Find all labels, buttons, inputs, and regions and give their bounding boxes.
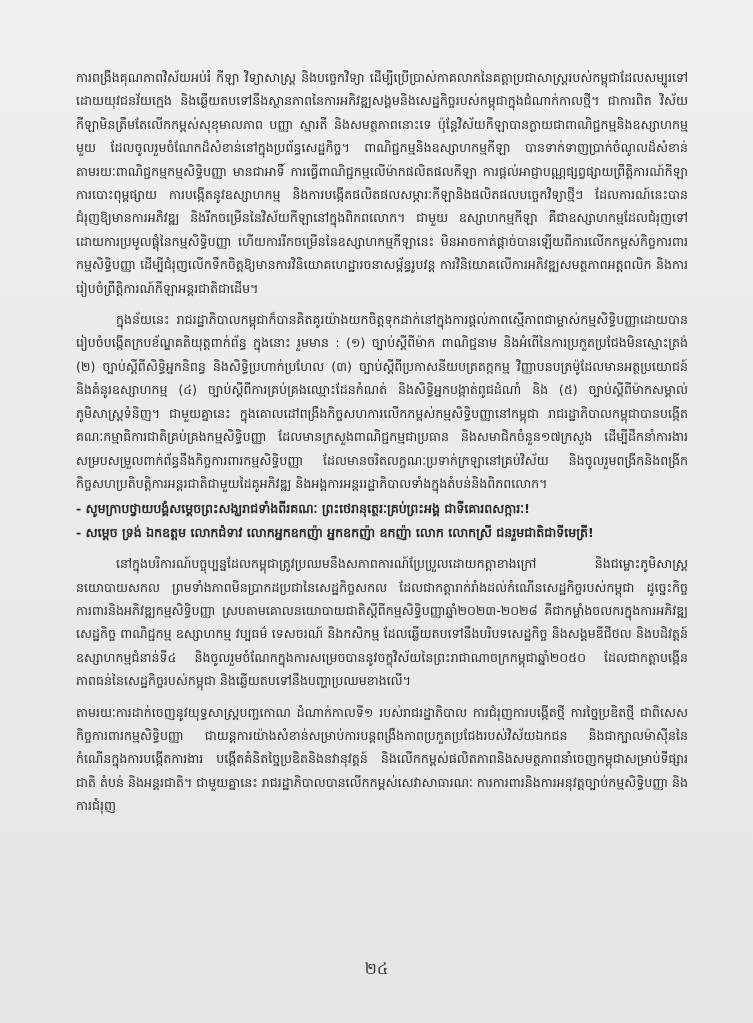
paragraph-4: តាមរយៈការដាក់ចេញនូវយុទ្ធសាស្ត្របញ្ចកោណ ដំណាក់កាលទី១ របស់រាជរដ្ឋាភិបាល ការជំរុញការបង្កើតថ្មី ការច្នៃប្រឌិតថ្មី ជាពិសេសកិច្ចការពារកម្មសិទ្ធិបញ្ញា ជាយន្តការយ៉ាងសំខាន់សម្រាប់ការបន្តពង្រឹងភាពប្រកួតប្រជែងរបស់វិស័យឯកជន និងជាក្បាលម៉ាស៊ីននៃកំណើនក្នុងការបង្កើតការងារ បង្កើតគំនិតច្នៃប្រឌិតនិងនវានុវត្តន៍ និងលើកកម្ពស់ផលិតភាពនិងសមត្ថភាពនាំចេញកម្ពុជាសម្រាប់ទីផ្សារជាតិ តំបន់ និងអន្តរជាតិ។ ជាមួយគ្នានេះ រាជរដ្ឋាភិបាលបានលើកកម្ពស់សេវាសាធារណៈ ការការពារនិងការអនុវត្តច្បាប់កម្មសិទ្ធិបញ្ញា និងការជំរុញ xyxy=(76,704,688,814)
paragraph-1: ការពង្រឹងគុណភាពវិស័យអប់រំ កីឡា វិទ្យាសាស្ត្រ និងបច្ចេកវិទ្យា ដើម្បីប្រើប្រាស់កាគលាភនៃគត្តាប្រជាសាស្ត្ររបស់កម្ពុជាដែលសម្បូរទៅដោយយុវជនវ័យក្មេង និងឆ្លើយតបទៅនឹងស្ថានភាពនៃការអភិវឌ្ឍសង្គមនិងសេដ្ឋកិច្ចរបស់កម្ពុជាក្នុងជំណាក់កាលថ្មី។ ជាការពិត វិស័យកីឡាមិនត្រឹមតែលើកកម្ពស់សុខុមាលភាព បញ្ញា ស្មារតី និងសមត្ថភាពនោះទេ ប៉ុន្តែវិស័យកីឡាបានក្លាយជាពាណិជ្ជកម្មនិងឧស្សាហកម្មមួយ ដែលចូលរួមចំណែកដ៏សំខាន់នៅក្នុងប្រព័ន្ធសេដ្ឋកិច្ច។ ពាណិជ្ជកម្មនិងឧស្សាហកម្មកីឡា បានទាក់ទាញប្រាក់ចំណូលដ៏សំខាន់តាមរយៈពាណិជ្ជកម្មកម្មសិទ្ធិបញ្ញា មានជាអាទិ៍ ការធ្វើពាណិជ្ជកម្មលើម៉ាកផលិតផលកីឡា ការផ្តល់អាជ្ញាបណ្ណផ្សព្វផ្សាយព្រឹត្តិការណ៍កីឡា ការបោះពុម្ពផ្សាយ ការបង្កើតនូវឧស្សាហកម្ម និងការបង្កើតផលិតផលសម្ភារៈកីឡានិងផលិតផលបច្ចេកវិទ្យាថ្មីៗ ដែលការណ៍នេះបានជំរុញឱ្យមានការអភិវឌ្ឍ និងរីកចម្រើននៃវិស័យកីឡានៅក្នុងពិភពលោក។ ជាមួយ ឧស្សាហកម្មកីឡា គឺជាឧស្សាហកម្មដែលជំរុញទៅដោយការប្រមូលផ្តុំនៃកម្មសិទ្ធិបញ្ញា ហើយការរីកចម្រើននៃឧស្សាហកម្មកីឡានេះ មិនអាចកាត់ផ្តាច់បានឡើយពីការលើកកម្ពស់កិច្ចការពារកម្មសិទ្ធិបញ្ញា ដើម្បីជំរុញលើកទឹកចិត្តឱ្យមានការវិនិយោគហេដ្ឋារចនាសម្ព័ន្ធរូបវន្ត ការវិនិយោគលើការអភិវឌ្ឍសមត្ថភាពអត្តពលិក និងការរៀបចំព្រឹត្តិការណ៍កីឡាអន្តរជាតិជាដើម។ xyxy=(76,70,688,296)
salutations-list xyxy=(76,497,688,544)
document-body xyxy=(76,66,688,818)
paragraph-3: នៅក្នុងបរិការណ៍បច្ចុប្បន្នដែលកម្ពុជាត្រូវប្រឈមនឹងសភាពការណ៍ប្រែប្រួលដោយកត្តាខាងក្រៅ និងជម្លោះភូមិសាស្ត្រនយោបាយសកល ព្រមទាំងភាពមិនប្រាកដប្រជានៃសេដ្ឋកិច្ចសកល ដែលជាកត្តារាក់រាំងដល់កំណើនសេដ្ឋកិច្ចរបស់កម្ពុជា ដូច្នេះកិច្ចការពារនិងអភិវឌ្ឍកម្មសិទ្ធិបញ្ញា ស្របតាមគោលនយោបាយជាតិស្តីពីកម្មសិទ្ធិបញ្ញាឆ្នាំ២០២៣-២០២៨ គឺជាកម្លាំងចលករក្នុងការអភិវឌ្ឍសេដ្ឋកិច្ច ពាណិជ្ជកម្ម ឧស្សាហកម្ម វប្បធម៌ ទេសចរណ៍ និងកសិកម្ម ដែលឆ្លើយតបទៅនឹងបរិបទសេដ្ឋកិច្ច និងសង្គមឌីជីថល និងបដិវត្តន៍ឧស្សាហកម្មជំនាន់ទី៤ និងចូលរួមចំណែកក្នុងការសម្រេចបាននូវចក្ខុវិស័យនៃព្រះរាជាណាចក្រកម្ពុជាឆ្នាំ២០៥០ ដែលជាកត្តាបង្កើនភាពធន់នៃសេដ្ឋកិច្ចរបស់កម្ពុជា និងឆ្លើយតបទៅនឹងបញ្ហាប្រឈមខាងលើ។ xyxy=(76,556,688,689)
salutation-2: - សម្តេច ទ្រង់ ឯកឧត្តម លោកជំទាវ លោកអ្នកឧកញ៉ា អ្នកឧកញ៉ា ឧកញ៉ា លោក លោកស្រី ជនរួមជាតិជាទីមេត្រី! xyxy=(76,524,594,540)
paragraph-2: ក្នុងន័យនេះ រាជរដ្ឋាភិបាលកម្ពុជាក៏បានគិតគូរយ៉ាងយកចិត្តទុកដាក់នៅក្នុងការផ្តល់ភាពស្មើភាពជាម្ចាស់កម្មសិទ្ធិបញ្ញាដោយបានរៀបចំបង្កើតក្របខ័ណ្ឌគតិយុត្តពាក់ព័ន្ធ ក្នុងនោះ រួមមាន : (១) ច្បាប់ស្តីពីម៉ាក ពាណិជ្ជនាម និងអំពើនៃការប្រកួតប្រជែងមិនស្មោះត្រង់ (២) ច្បាប់ស្តីពីសិទ្ធិអ្នកនិពន្ធ និងសិទ្ធិប្រហាក់ប្រហែល (៣) ច្បាប់ស្តីពីប្រកាសនីយបត្រតក្កកម្ម វិញ្ញាបនបត្រម៉ូដែលមានអត្ថប្រយោជន៍ និងគំនូរឧស្សាហកម្ម (៤) ច្បាប់ស្តីពីការគ្រប់គ្រងឈ្មោះដែនកំណត់ និងសិទ្ធិអ្នកបង្កាត់ពូជដំណាំ និង (៥) ច្បាប់ស្តីពីម៉ាកសម្គាល់ភូមិសាស្ត្រទំនិញ។ ជាមួយគ្នានេះ ក្នុងគោលដៅពង្រឹងកិច្ចសហការលើកកម្ពស់កម្មសិទ្ធិបញ្ញានៅកម្ពុជា រាជរដ្ឋាភិបាលកម្ពុជាបានបង្កើតគណៈកម្មាធិការជាតិគ្រប់គ្រងកម្មសិទ្ធិបញ្ញា ដែលមានក្រសួងពាណិជ្ជកម្មជាប្រធាន និងសមាជិកចំនួន១៧ក្រសួង ដើម្បីដឹកនាំការងារសម្របសម្រួលពាក់ព័ន្ធនឹងកិច្ចការពារកម្មសិទ្ធិបញ្ញា ដែលមានចរិតលក្ខណៈប្រទាក់ក្រឡានៅគ្រប់វិស័យ និងចូលរួមពង្រីកនិងពង្រីកកិច្ចសហប្រតិបត្តិការអន្តរជាតិជាមួយដៃគូអភិវឌ្ឍ និងអង្គការអន្តររដ្ឋាភិបាលទាំងក្នុងតំបន់និងពិភពលោក។ xyxy=(76,312,688,491)
salutation-1: - សូមក្រាបថ្វាយបង្គំសម្តេចព្រះសង្ឃរាជទាំងពីរគណៈ ព្រះថេរានុត្ថេរៈគ្រប់ព្រះអង្គ ជាទីគោរពសក្ការៈ! xyxy=(76,501,530,517)
page-number: ២៤ xyxy=(364,959,389,978)
